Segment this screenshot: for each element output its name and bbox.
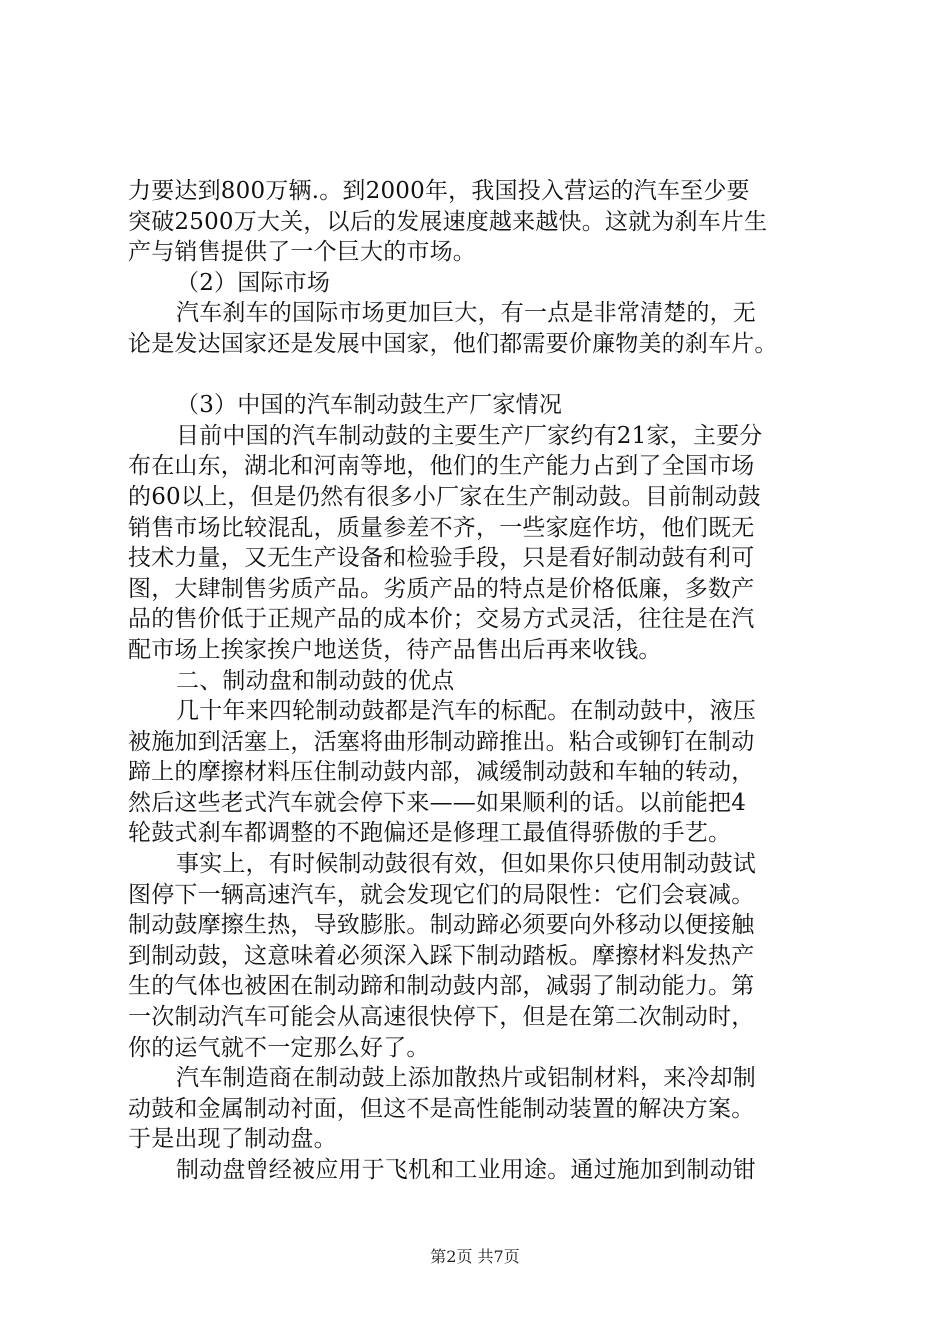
text-line: 配市场上挨家挨户地送货，待产品售出后再来收钱。 (128, 636, 662, 663)
text-line: 事实上，有时候制动鼓很有效，但如果你只使用制动鼓试 (176, 851, 756, 878)
section-heading: （2）国际市场 (176, 269, 331, 296)
body-text (128, 176, 840, 1186)
text-line: 力要达到800万辆.。到2000年，我国投入营运的汽车至少要 (128, 178, 750, 204)
text-line: 制动鼓摩擦生热，导致膨胀。制动蹄必须要向外移动以便接触 (128, 912, 755, 939)
text-line: 蹄上的摩擦材料压住制动鼓内部，减缓制动鼓和车轴的转动， (128, 759, 755, 786)
section-heading: （3）中国的汽车制动鼓生产厂家情况 (176, 392, 563, 419)
text-line: 论是发达国家还是发展中国家，他们都需要价廉物美的刹车片。 (128, 330, 778, 357)
text-line: 销售市场比较混乱，质量参差不齐，一些家庭作坊，他们既无 (128, 514, 755, 541)
text-line: 突破2500万大关，以后的发展速度越来越快。这就为刹车片生 (128, 208, 768, 235)
text-line: 制动盘曾经被应用于飞机和工业用途。通过施加到制动钳 (176, 1157, 756, 1183)
text-line: 汽车制造商在制动鼓上添加散热片或铝制材料，来冷却制 (176, 1065, 756, 1092)
text-line: 一次制动汽车可能会从高速很快停下，但是在第二次制动时， (128, 1004, 755, 1031)
text-line: 几十年来四轮制动鼓都是汽车的标配。在制动鼓中，液压 (176, 698, 756, 725)
page-footer: 第2页 共7页 (430, 1247, 520, 1266)
text-line: 你的运气就不一定那么好了。 (128, 1034, 430, 1061)
text-line: 动鼓和金属制动衬面，但这不是高性能制动装置的解决方案。 (128, 1095, 755, 1122)
text-line: 被施加到活塞上，活塞将曲形制动蹄推出。粘合或铆钉在制动 (128, 728, 755, 755)
text-line: 布在山东，湖北和河南等地，他们的生产能力占到了全国市场 (128, 453, 755, 480)
text-line: 汽车刹车的国际市场更加巨大，有一点是非常清楚的，无 (176, 300, 756, 327)
text-line: 轮鼓式刹车都调整的不跑偏还是修理工最值得骄傲的手艺。 (128, 820, 732, 847)
text-line: 图，大肆制售劣质产品。劣质产品的特点是价格低廉，多数产 (128, 575, 755, 602)
paragraph-gap (128, 360, 840, 391)
text-line: 生的气体也被困在制动蹄和制动鼓内部，减弱了制动能力。第 (128, 973, 755, 1000)
section-heading: 二、制动盘和制动鼓的优点 (176, 667, 455, 694)
text-line: 技术力量，又无生产设备和检验手段，只是看好制动鼓有利可 (128, 545, 755, 572)
text-line: 到制动鼓，这意味着必须深入踩下制动踏板。摩擦材料发热产 (128, 942, 755, 969)
text-line: 品的售价低于正规产品的成本价；交易方式灵活，往往是在汽 (128, 606, 755, 633)
text-line: 于是出现了制动盘。 (128, 1126, 337, 1153)
text-line: 产与销售提供了一个巨大的市场。 (128, 239, 476, 266)
text-line: 图停下一辆高速汽车，就会发现它们的局限性：它们会衰减。 (128, 881, 755, 908)
text-line: 目前中国的汽车制动鼓的主要生产厂家约有21家，主要分 (176, 422, 763, 449)
text-line: 然后这些老式汽车就会停下来——如果顺利的话。以前能把4 (128, 789, 747, 816)
text-line: 的60以上，但是仍然有很多小厂家在生产制动鼓。目前制动鼓 (128, 483, 761, 510)
